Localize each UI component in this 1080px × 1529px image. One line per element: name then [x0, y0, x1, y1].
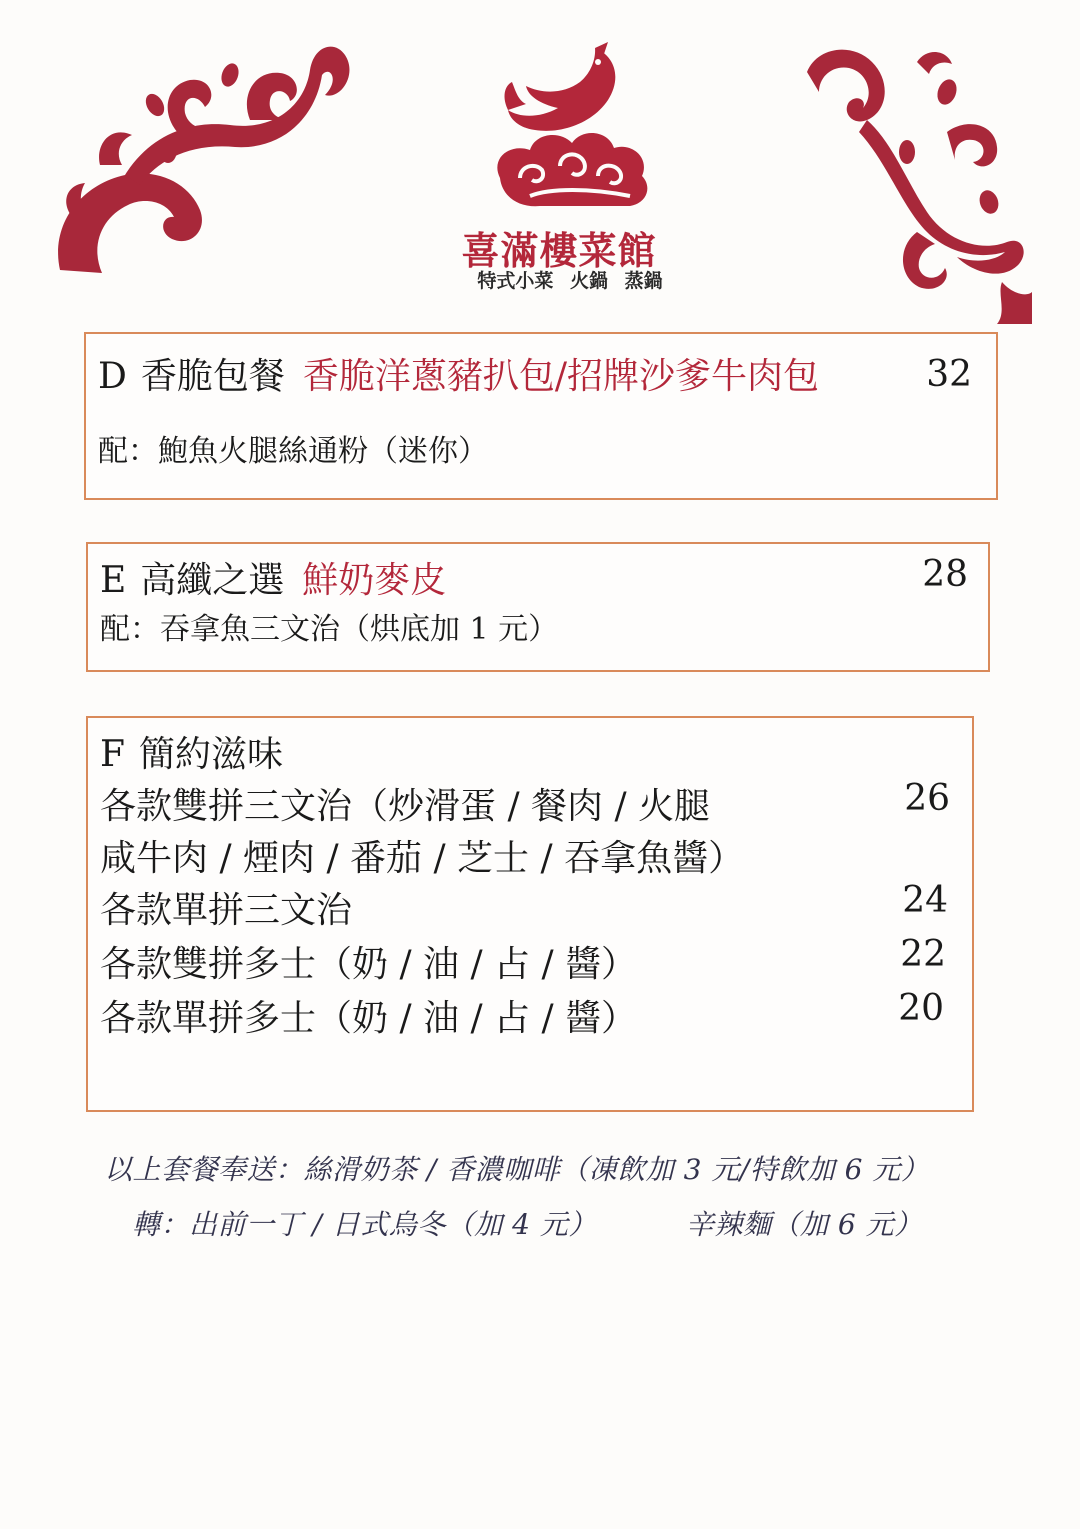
list-item-continued: 咸牛肉 / 煙肉 / 番茄 / 芝士 / 吞拿魚醬）: [100, 838, 745, 879]
fish-cloud-logo-icon: [480, 38, 660, 213]
set-e-title: [100, 552, 446, 603]
set-name: 簡約滋味: [138, 734, 283, 775]
set-code: E: [100, 560, 127, 601]
set-d-price: 32: [926, 354, 972, 395]
set-code: D: [98, 356, 127, 397]
set-code: F: [100, 734, 125, 775]
item-price: 20: [898, 988, 944, 1029]
list-item: 各款雙拼多士（奶 / 油 / 占 / 醬）: [100, 944, 638, 985]
set-highlight: 香脆洋蔥豬扒包/招牌沙爹牛肉包: [302, 356, 820, 397]
set-d-title: [98, 348, 819, 399]
list-item: 各款雙拼三文治（炒滑蛋 / 餐肉 / 火腿: [100, 786, 711, 827]
set-f-title: [100, 726, 283, 777]
item-price: 26: [904, 778, 950, 819]
item-price: 22: [900, 934, 946, 975]
item-price: 24: [902, 880, 948, 921]
list-item: 各款單拼三文治: [100, 890, 353, 931]
set-highlight: 鮮奶麥皮: [302, 560, 447, 601]
set-e-price: 28: [922, 554, 968, 595]
spicy-noodle-note: 辛辣麵（加 6 元）: [686, 1208, 923, 1241]
set-name: 香脆包餐: [140, 356, 285, 397]
set-d-box: [84, 332, 998, 500]
complimentary-drink-note: 以上套餐奉送：絲滑奶茶 / 香濃咖啡（凍飲加 3 元/特飲加 6 元）: [104, 1153, 930, 1186]
set-name: 高纖之選: [140, 560, 285, 601]
restaurant-tagline: 特式小菜 火鍋 蒸鍋: [477, 270, 663, 292]
noodle-upgrade-note: 轉：出前一丁 / 日式烏冬（加 4 元）: [132, 1208, 597, 1241]
set-e-box: [86, 542, 990, 672]
restaurant-name: 喜滿樓菜館: [461, 228, 657, 273]
set-e-side: 配：吞拿魚三文治（烘底加 1 元）: [100, 612, 559, 647]
set-d-side: 配：鮑魚火腿絲通粉（迷你）: [98, 434, 488, 469]
set-f-box: [86, 716, 974, 1112]
list-item: 各款單拼多士（奶 / 油 / 占 / 醬）: [100, 998, 638, 1039]
